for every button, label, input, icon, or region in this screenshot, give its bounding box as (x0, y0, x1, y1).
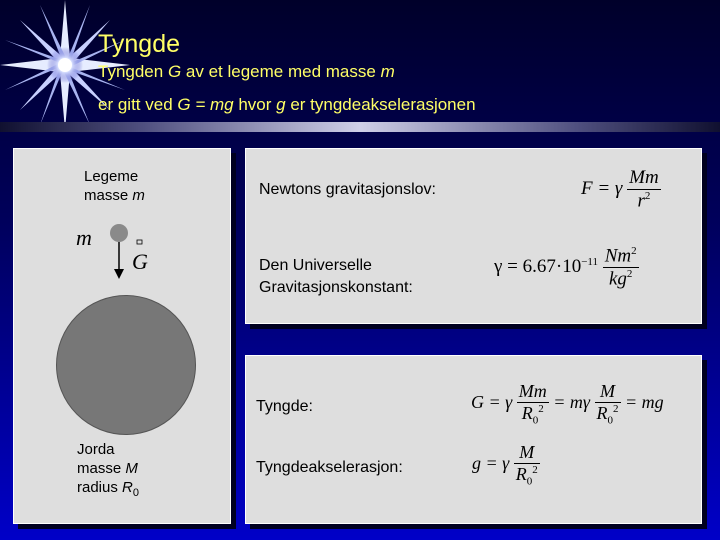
gravconst-label: Den Universelle Gravitasjonskonstant: (259, 257, 413, 296)
newton-panel (245, 148, 702, 324)
subtitle-line-1: Tyngden G av et legeme med masse m (98, 62, 395, 81)
earth-label: Jorda masse M radius $R_0$ (77, 441, 139, 499)
earth-circle (56, 295, 196, 435)
newton-formula: F = γ $\frac{Mm}{r^2}$ (581, 167, 659, 212)
weight-formula: G = γ $\frac{Mm}{R_0^2}$ = mγ $\frac{M}{R_0^2}$ = mg (471, 381, 664, 427)
newton-label: Newtons gravitasjonslov: (259, 181, 436, 198)
body-panel (13, 148, 231, 524)
weight-panel (245, 355, 702, 524)
slide-title: Tyngde (98, 30, 181, 58)
body-label: Legeme masse m (84, 168, 145, 204)
acceleration-label: Tyngdeakselerasjon: (256, 459, 403, 476)
gravconst-formula: $\gamma = 6.67\cdot 10^{-11}$ $\frac{Nm^2}{kg^2}$ (494, 245, 637, 290)
weight-label: Tyngde: (256, 398, 313, 415)
force-symbol: G (132, 249, 148, 274)
divider-bar (0, 122, 720, 132)
mass-symbol: m (76, 225, 92, 250)
subtitle-line-2: er gitt ved G = mg hvor g er tyngdeakselerasjonen (98, 95, 476, 114)
acceleration-formula: g = γ $\frac{M}{R_0^2}$ (472, 442, 538, 488)
